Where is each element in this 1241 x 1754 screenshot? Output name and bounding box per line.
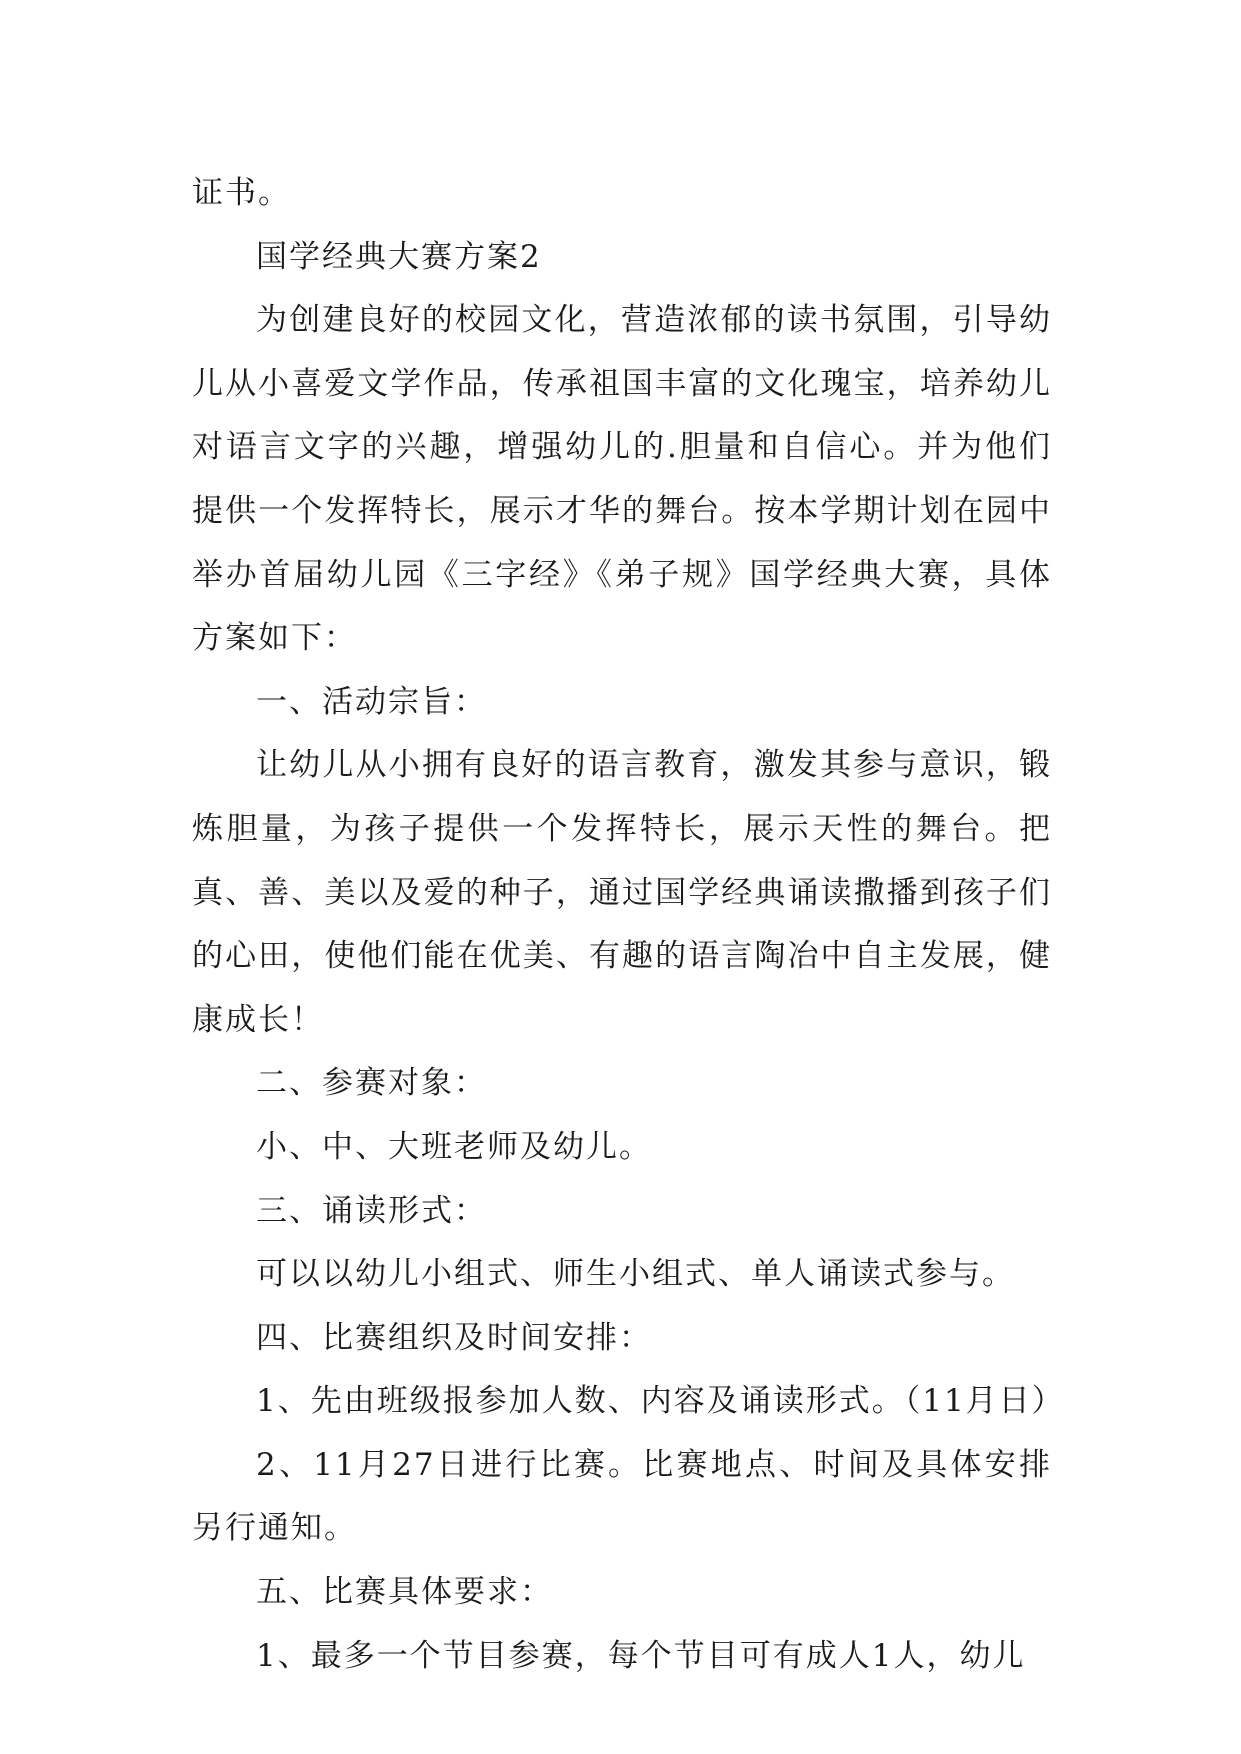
document-body — [192, 162, 1065, 1688]
requirements-item-1: 1、最多一个节目参赛，每个节目可有成人1人，幼儿 — [256, 1637, 1026, 1674]
paragraph-continuation: 证书。 — [192, 175, 291, 211]
section-title: 国学经典大赛方案2 — [256, 238, 542, 275]
schedule-item-1: 1、先由班级报参加人数、内容及诵读形式。（11月日） — [256, 1383, 1065, 1420]
schedule-item-2: 2、11月27日进行比赛。比赛地点、时间及具体安排另行通知。 — [192, 1446, 1052, 1547]
heading-purpose: 一、活动宗旨： — [256, 683, 487, 720]
intro-paragraph: 为创建良好的校园文化，营造浓郁的读书氛围，引导幼儿从小喜爱文学作品，传承祖国丰富的文化瑰宝，培养幼儿对语言文字的兴趣，增强幼儿的.胆量和自信心。并为他们提供一个发挥特长，展示才华的舞台。按本学期计划在园中举办首届幼儿园《三字经》《弟子规》国学经典大赛，具体方案如下： — [192, 302, 1052, 657]
purpose-paragraph: 让幼儿从小拥有良好的语言教育，激发其参与意识，锻炼胆量，为孩子提供一个发挥特长，展示天性的舞台。把真、善、美以及爱的种子，通过国学经典诵读撒播到孩子们的心田，使他们能在优美、有趣的语言陶冶中自主发展，健康成长！ — [192, 747, 1052, 1038]
heading-requirements: 五、比赛具体要求： — [256, 1574, 553, 1611]
heading-participants: 二、参赛对象： — [256, 1065, 487, 1102]
format-paragraph: 可以以幼儿小组式、师生小组式、单人诵读式参与。 — [256, 1256, 1015, 1293]
participants-paragraph: 小、中、大班老师及幼儿。 — [256, 1128, 652, 1165]
heading-format: 三、诵读形式： — [256, 1192, 487, 1229]
heading-schedule: 四、比赛组织及时间安排： — [256, 1319, 652, 1356]
